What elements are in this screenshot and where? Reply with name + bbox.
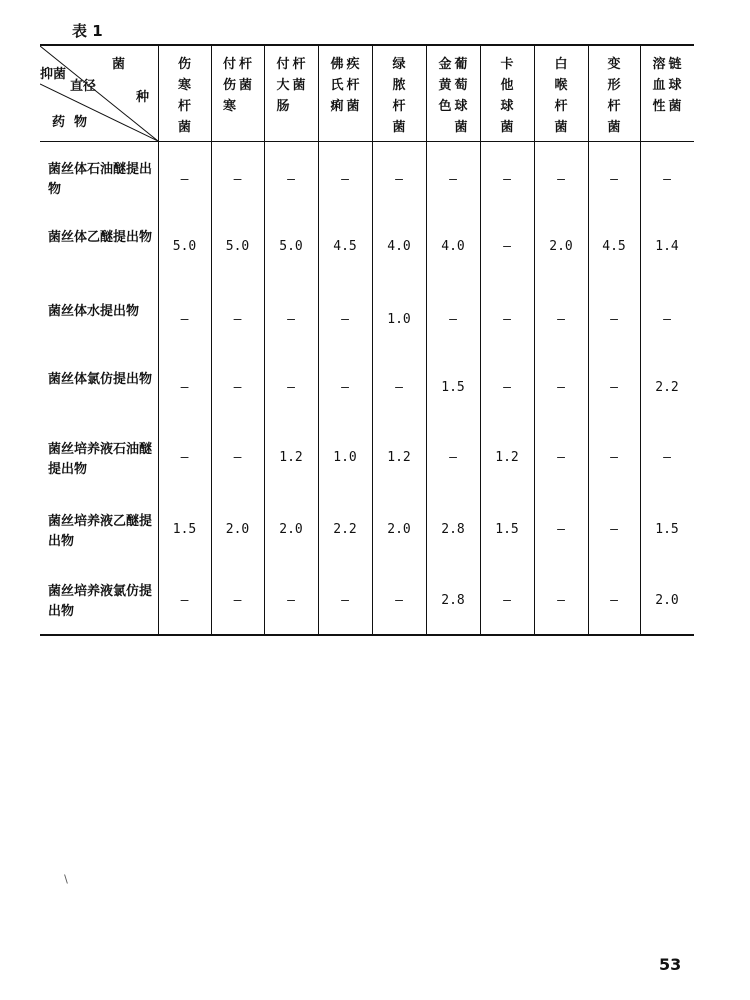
- header-char: 链: [668, 57, 682, 72]
- corner-label-inhibition: 抑菌: [40, 67, 67, 82]
- table-cell: —: [557, 450, 565, 465]
- table-cell: 2.0: [225, 522, 250, 537]
- table-cell: 5.0: [225, 239, 250, 254]
- table-cell: —: [287, 312, 295, 327]
- table-cell: —: [180, 172, 189, 187]
- table-cell: —: [557, 172, 565, 187]
- header-column-text: [455, 54, 468, 138]
- header-char: 肠: [276, 99, 290, 114]
- header-column-text: [438, 54, 451, 138]
- header-column-text: [392, 54, 405, 138]
- header-baihou: [535, 54, 587, 138]
- table-cell: 2.2: [333, 522, 357, 537]
- table-cell: 1.5: [495, 522, 519, 537]
- table-cell: 2.0: [279, 522, 303, 537]
- header-char: 佛: [330, 57, 344, 72]
- table-cell: —: [233, 172, 242, 187]
- table-cell: —: [610, 450, 618, 465]
- table-cell: —: [610, 172, 618, 187]
- table-cell: 2.8: [441, 522, 465, 537]
- header-column-text: [330, 54, 343, 117]
- table-cell: —: [557, 312, 565, 327]
- table-cell: 2.8: [441, 593, 465, 608]
- table-cell: —: [449, 450, 457, 465]
- header-column-text: [652, 54, 665, 117]
- table-cell: 4.5: [602, 239, 626, 254]
- header-char: 菌: [454, 120, 468, 135]
- table-cell: —: [287, 380, 295, 395]
- table-cell: —: [395, 593, 403, 608]
- table-cell: 1.0: [387, 312, 411, 327]
- table-cell: —: [395, 380, 403, 395]
- header-char: 氏: [330, 78, 344, 93]
- header-char: 喉: [554, 78, 568, 93]
- table-cell: —: [233, 593, 242, 608]
- table-cell: —: [341, 380, 349, 395]
- header-char: 杆: [392, 99, 406, 114]
- table-cell: —: [180, 380, 189, 395]
- header-char: 寒: [177, 78, 191, 93]
- table-cell: —: [180, 312, 189, 327]
- header-char: 形: [607, 78, 621, 93]
- header-rongxue: [641, 54, 693, 117]
- header-char: 菌: [346, 99, 360, 114]
- header-char: 付: [222, 57, 236, 72]
- table-cell: —: [180, 593, 189, 608]
- header-char: 球: [668, 78, 682, 93]
- scan-speck: ∖: [62, 873, 70, 886]
- header-column-text: [554, 54, 567, 138]
- table-cell: —: [449, 172, 457, 187]
- table-cell: —: [557, 380, 565, 395]
- table-cell: —: [610, 380, 618, 395]
- table-cell: —: [341, 172, 349, 187]
- row-drug-label: 菌丝体石油醚提出物: [48, 162, 153, 197]
- header-char: 伤: [222, 78, 236, 93]
- table-cell: 1.2: [279, 450, 303, 465]
- table-cell: —: [503, 239, 511, 254]
- table-cell: 1.2: [387, 450, 411, 465]
- header-char: 萄: [454, 78, 468, 93]
- table-cell: 1.4: [655, 239, 679, 254]
- row-drug-label: 菌丝培养液石油醚提出物: [48, 442, 153, 477]
- table-cell: 2.2: [655, 380, 679, 395]
- header-char: 黄: [438, 78, 452, 93]
- table-header-rule: [40, 141, 694, 142]
- header-lvnong: [373, 54, 425, 138]
- header-column-text: [223, 54, 236, 117]
- table-cell: —: [610, 522, 618, 537]
- header-bianxing: [588, 54, 640, 138]
- header-char: 杆: [239, 57, 253, 72]
- header-column-text: [500, 54, 513, 138]
- header-shanghan: [159, 54, 211, 138]
- table-cell: —: [395, 172, 403, 187]
- table-cell: —: [503, 593, 511, 608]
- header-char: 金: [438, 57, 452, 72]
- table-cell: 2.0: [655, 593, 679, 608]
- table-cell: —: [610, 593, 618, 608]
- table-cell: —: [233, 380, 242, 395]
- table-cell: —: [341, 593, 349, 608]
- column-separator: [211, 46, 212, 634]
- row-drug-label: 菌丝体乙醚提出物: [48, 230, 153, 245]
- header-jinhuangse: [427, 54, 479, 138]
- table-cell: 2.0: [387, 522, 411, 537]
- table-bottom-rule: [40, 634, 694, 636]
- row-drug-label: 菌丝体氯仿提出物: [48, 372, 153, 387]
- header-char: 色: [438, 99, 452, 114]
- header-char: 脓: [392, 78, 406, 93]
- table-cell: —: [287, 593, 295, 608]
- header-char: 寒: [222, 99, 236, 114]
- corner-label-bacteria: 菌: [112, 57, 126, 72]
- table-cell: 1.0: [333, 450, 357, 465]
- header-char: 大: [276, 78, 290, 93]
- corner-header-cell: [40, 46, 158, 141]
- table-cell: —: [503, 172, 511, 187]
- header-char: 菌: [292, 78, 306, 93]
- table-cell: —: [503, 312, 511, 327]
- table-cell: —: [287, 172, 295, 187]
- table-cell: —: [557, 522, 565, 537]
- header-column-text: [178, 54, 191, 138]
- header-column-text: [607, 54, 620, 138]
- header-char: 菌: [607, 120, 621, 135]
- table-cell: 1.5: [655, 522, 679, 537]
- table-cell: —: [663, 450, 671, 465]
- column-separator: [264, 46, 265, 634]
- header-char: 杆: [292, 57, 306, 72]
- header-char: 菌: [177, 120, 191, 135]
- table-cell: 1.2: [495, 450, 519, 465]
- header-column-text: [239, 54, 252, 117]
- header-char: 他: [500, 78, 514, 93]
- corner-label-diameter: 直径: [70, 79, 97, 94]
- header-char: 绿: [392, 57, 406, 72]
- table-cell: 5.0: [172, 239, 197, 254]
- header-char: 性: [652, 99, 666, 114]
- header-char: 菌: [239, 78, 253, 93]
- row-drug-label: 菌丝培养液乙醚提出物: [48, 514, 153, 549]
- header-char: 伤: [177, 57, 191, 72]
- header-char: 菌: [500, 120, 514, 135]
- table-cell: 1.5: [172, 522, 197, 537]
- table-cell: 1.5: [441, 380, 465, 395]
- header-char: 杆: [607, 99, 621, 114]
- header-char: 疾: [346, 57, 360, 72]
- header-char: 球: [500, 99, 514, 114]
- header-char: 菌: [392, 120, 406, 135]
- table-cell: —: [503, 380, 511, 395]
- header-char: 杆: [346, 78, 360, 93]
- header-column-text: [293, 54, 306, 117]
- table-cell: —: [233, 312, 242, 327]
- header-char: 杆: [554, 99, 568, 114]
- table-cell: —: [341, 312, 349, 327]
- row-drug-label: 菌丝培养液氯仿提出物: [48, 584, 153, 619]
- header-char: 球: [454, 99, 468, 114]
- header-column-text: [347, 54, 360, 117]
- table-cell: 5.0: [279, 239, 303, 254]
- header-char: 卡: [500, 57, 514, 72]
- column-separator: [318, 46, 319, 634]
- table-cell: 4.0: [387, 239, 411, 254]
- header-char: 变: [607, 57, 621, 72]
- header-char: 葡: [454, 57, 468, 72]
- header-char: 痢: [330, 99, 344, 114]
- table-cell: —: [449, 312, 457, 327]
- header-char: 血: [652, 78, 666, 93]
- table-caption: 表 1: [72, 22, 103, 40]
- header-fu-dachang: [265, 54, 317, 117]
- table-cell: —: [557, 593, 565, 608]
- header-kata: [481, 54, 533, 138]
- header-fu-shanghan: [212, 54, 264, 117]
- table-cell: —: [233, 450, 242, 465]
- table-cell: —: [663, 172, 671, 187]
- column-separator: [640, 46, 641, 634]
- table-cell: 2.0: [549, 239, 573, 254]
- header-char: 杆: [177, 99, 191, 114]
- header-column-text: [276, 54, 289, 117]
- header-char: 菌: [668, 99, 682, 114]
- corner-label-species: 种: [136, 90, 150, 105]
- table-cell: —: [610, 312, 618, 327]
- header-column-text: [669, 54, 682, 117]
- table-cell: 4.5: [333, 239, 357, 254]
- page-number: 53: [659, 955, 682, 974]
- header-char: 菌: [554, 120, 568, 135]
- header-char: 付: [276, 57, 290, 72]
- corner-label-drug: 药 物: [52, 115, 88, 130]
- header-char: 白: [554, 57, 568, 72]
- table-cell: —: [180, 450, 189, 465]
- table-cell: —: [663, 312, 671, 327]
- header-char: 溶: [652, 57, 666, 72]
- header-fushi-liji: [319, 54, 371, 117]
- row-drug-label: 菌丝体水提出物: [48, 304, 140, 319]
- table-cell: 4.0: [441, 239, 465, 254]
